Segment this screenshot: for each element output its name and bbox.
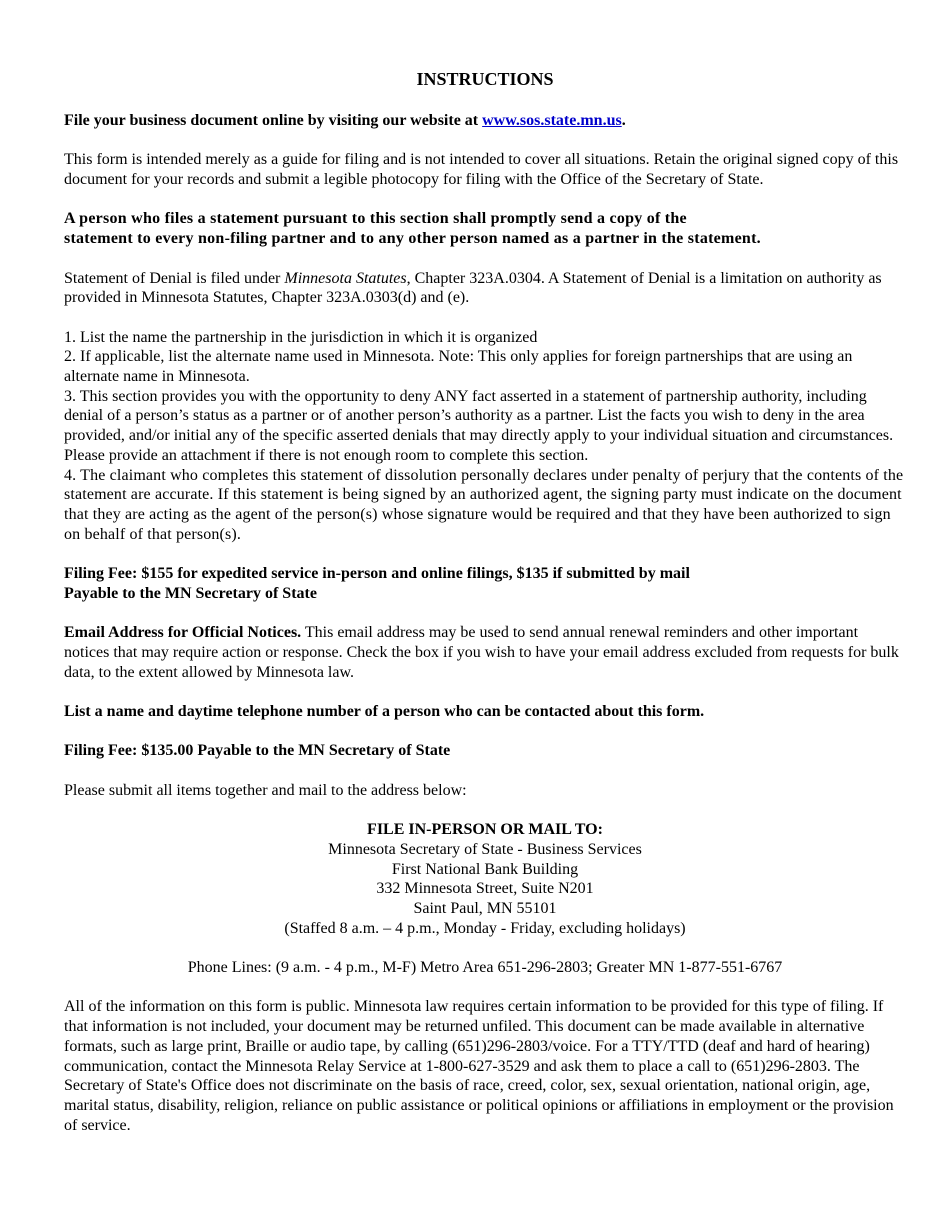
partner-notice-paragraph: [64, 209, 906, 248]
statute-italic: Minnesota Statutes: [284, 269, 407, 287]
address-heading: FILE IN-PERSON OR MAIL TO:: [367, 821, 603, 839]
filing-fee-line-1: Filing Fee: $155 for expedited service in-person and online filings, $135 if submitted by mail: [64, 565, 690, 583]
email-text: This email address may be used to send annual renewal reminders and other important notices that may require action or response. Check the box if you wish to have your email address excluded from requests for bulk data, to the extent allowed by Minnesota law.: [64, 624, 899, 681]
filing-fee-paragraph: [64, 564, 906, 603]
online-filing-prefix: File your business document online by visiting our website at: [64, 112, 483, 129]
phone-lines: Phone Lines: (9 a.m. - 4 p.m., M-F) Metro Area 651-296-2803; Greater MN 1-877-551-6767: [187, 959, 783, 977]
partner-notice-line-2: statement to every non-filing partner and to any other person named as a partner in the statement.: [64, 230, 761, 248]
address-line: First National Bank Building: [391, 860, 579, 878]
statute-paragraph: [64, 269, 906, 308]
sos-website-link[interactable]: www.sos.state.mn.us: [482, 112, 622, 129]
list-item: 4. The claimant who completes this statement of dissolution personally declares under penalty of perjury that the contents of the statement are accurate. If this statement is being signed by an authorized agent, the signing party must indicate on the document that they are acting as the agent of the person(s) whose signature would be required and that they have been authorized to sign on behalf of that person(s).: [64, 466, 904, 543]
partner-notice-line-1: A person who files a statement pursuant to this section shall promptly send a copy of the: [64, 210, 687, 228]
online-filing-suffix: .: [621, 112, 626, 129]
list-item: 2. If applicable, list the alternate name used in Minnesota. Note: This only applies for foreign partnerships that are using an alternate name in Minnesota.: [64, 348, 853, 386]
email-paragraph: [64, 623, 906, 682]
public-info-paragraph: All of the information on this form is public. Minnesota law requires certain information to be provided for this type of filing. If that information is not included, your document may be returned unfiled. This document can be made available in alternative formats, such as large print, Braille or audio tape, by calling (651)296-2803/voice. For a TTY/TTD (deaf and hard of hearing) communication, contact the Minnesota Relay Service at 1-800-627-3529 and ask them to place a call to (651)296-2803. The Secretary of State's Office does not discriminate on the basis of race, creed, color, sex, sexual orientation, national origin, age, marital status, disability, religion, reliance on public assistance or political opinions or affiliations in employment or the provision of service.: [64, 998, 894, 1134]
filing-fee-2-paragraph: Filing Fee: $135.00 Payable to the MN Secretary of State: [64, 742, 451, 760]
list-item: 1. List the name the partnership in the jurisdiction in which it is organized: [64, 328, 538, 346]
address-line: 332 Minnesota Street, Suite N201: [376, 880, 594, 898]
statute-suffix: , Chapter 323A.0304. A Statement of Denial is a limitation on authority as provided in Minnesota Statutes, Chapter 323A.0303(d) and (e).: [64, 269, 882, 307]
address-line: (Staffed 8 a.m. – 4 p.m., Monday - Friday, excluding holidays): [284, 919, 686, 937]
guide-paragraph: This form is intended merely as a guide for filing and is not intended to cover all situations. Retain the original signed copy of this document for your records and submit a legible photocopy for filing with the Office of the Secretary of State.: [64, 151, 899, 189]
mailing-address: [64, 820, 906, 938]
page-title: INSTRUCTIONS: [416, 69, 554, 89]
statute-prefix: Statement of Denial is filed under: [64, 269, 285, 287]
list-item: 3. This section provides you with the opportunity to deny ANY fact asserted in a statement of partnership authority, including denial of a person’s status as a partner or of another person’s authority as a partner. List the facts you wish to deny in the area provided, and/or initial any of the specific asserted denials that may directly apply to your individual situation and circumstances. Please provide an attachment if there is not enough room to complete this section.: [64, 387, 894, 464]
email-label: Email Address for Official Notices.: [64, 624, 302, 642]
submit-paragraph: Please submit all items together and mail to the address below:: [64, 781, 467, 799]
address-line: Minnesota Secretary of State - Business Services: [328, 840, 642, 858]
address-line: Saint Paul, MN 55101: [413, 899, 557, 917]
instruction-list: [64, 328, 906, 545]
filing-fee-line-2: Payable to the MN Secretary of State: [64, 584, 317, 602]
online-filing-paragraph: [64, 111, 906, 131]
contact-paragraph: List a name and daytime telephone number of a person who can be contacted about this form.: [64, 702, 705, 720]
